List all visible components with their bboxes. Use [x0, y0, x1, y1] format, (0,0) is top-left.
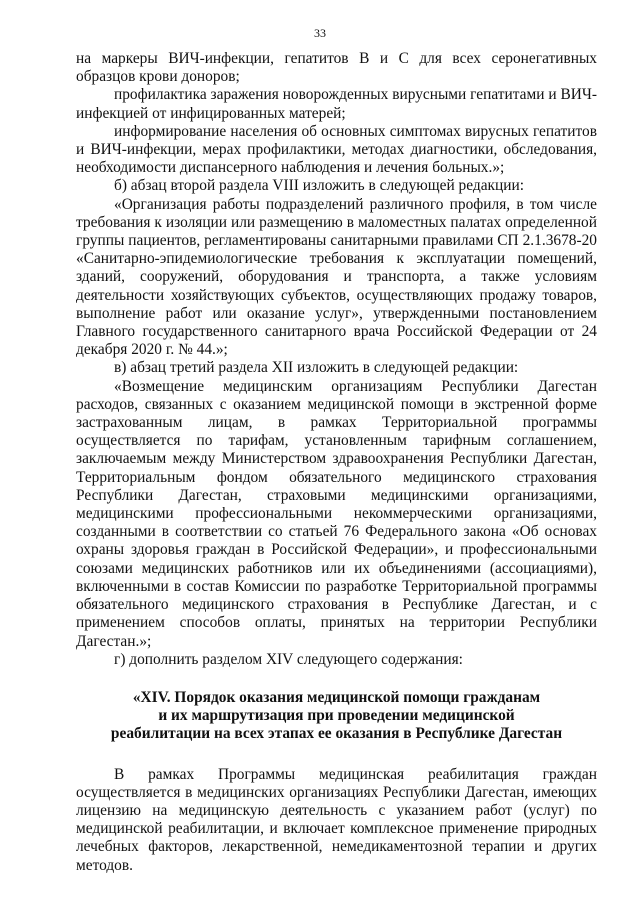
- paragraph: «Организация работы подразделений различного профиля, в том числе требования к изоляции или размещению в маломестных палатах определенной группы пациентов, регламентированы санитарными правилами СП 2.1.3678-20 «Санитарно-эпидемиологические требования к эксплуатации помещений, зданий, сооружений, оборудования и транспорта, а также условиям деятельности хозяйствующих субъектов, осуществляющих продажу товаров, выполнение работ или оказание услуг», утвержденными постановлением Главного государственного санитарного врача Российской Федерации от 24 декабря 2020 г. № 44.»;: [76, 195, 597, 359]
- paragraph: В рамках Программы медицинская реабилитация граждан осуществляется в медицинских организациях Республики Дагестан, имеющих лицензию на медицинскую деятельность с указанием работ (услуг) по медицинской реабилитации, и включает комплексное применение природных лечебных факторов, лекарственной, немедикаментозной терапии и других методов.: [76, 765, 597, 874]
- paragraph: б) абзац второй раздела VIII изложить в следующей редакции:: [114, 177, 524, 195]
- paragraph: профилактика заражения новорожденных вирусными гепатитами и ВИЧ-инфекцией от инфицированных матерей;: [76, 86, 597, 122]
- section-heading: [76, 689, 597, 744]
- page-number: 33: [314, 26, 326, 40]
- section-heading-line: и их маршрутизация при проведении медицинской: [158, 707, 515, 725]
- document-body: [76, 50, 597, 875]
- section-heading-line: «XIV. Порядок оказания медицинской помощи гражданам: [132, 688, 541, 706]
- paragraph: в) абзац третий раздела XII изложить в следующей редакции:: [114, 359, 519, 377]
- paragraph: на маркеры ВИЧ-инфекции, гепатитов В и С для всех серонегативных образцов крови доноров;: [76, 50, 597, 86]
- paragraph: «Возмещение медицинским организациям Республики Дагестан расходов, связанных с оказанием медицинской помощи в экстренной форме застрахованным лицам, в рамках Территориальной программы осуществляется по тарифам, установленным тарифным соглашением, заключаемым между Министерством здравоохранения Республики Дагестан, Территориальным фондом обязательного медицинского страхования Республики Дагестан, страховыми медицинскими организациями, медицинскими профессиональными некоммерческими организациями, созданными в соответствии со статьей 76 Федерального закона «Об основах охраны здоровья граждан в Российской Федерации», и профессиональными союзами медицинских работников или их объединениями (ассоциациями), включенными в состав Комиссии по разработке Территориальной программы обязательного медицинского страхования в Республике Дагестан, и с применением способов оплаты, принятых на территории Республики Дагестан.»;: [76, 377, 597, 650]
- paragraph: информирование населения об основных симптомах вирусных гепатитов и ВИЧ-инфекции, мерах профилактики, методах диагностики, обследования, необходимости диспансерного наблюдения и лечения больных.»;: [76, 122, 597, 177]
- section-heading-line: реабилитации на всех этапах ее оказания в Республике Дагестан: [110, 725, 563, 743]
- paragraph: г) дополнить разделом XIV следующего содержания:: [114, 650, 463, 668]
